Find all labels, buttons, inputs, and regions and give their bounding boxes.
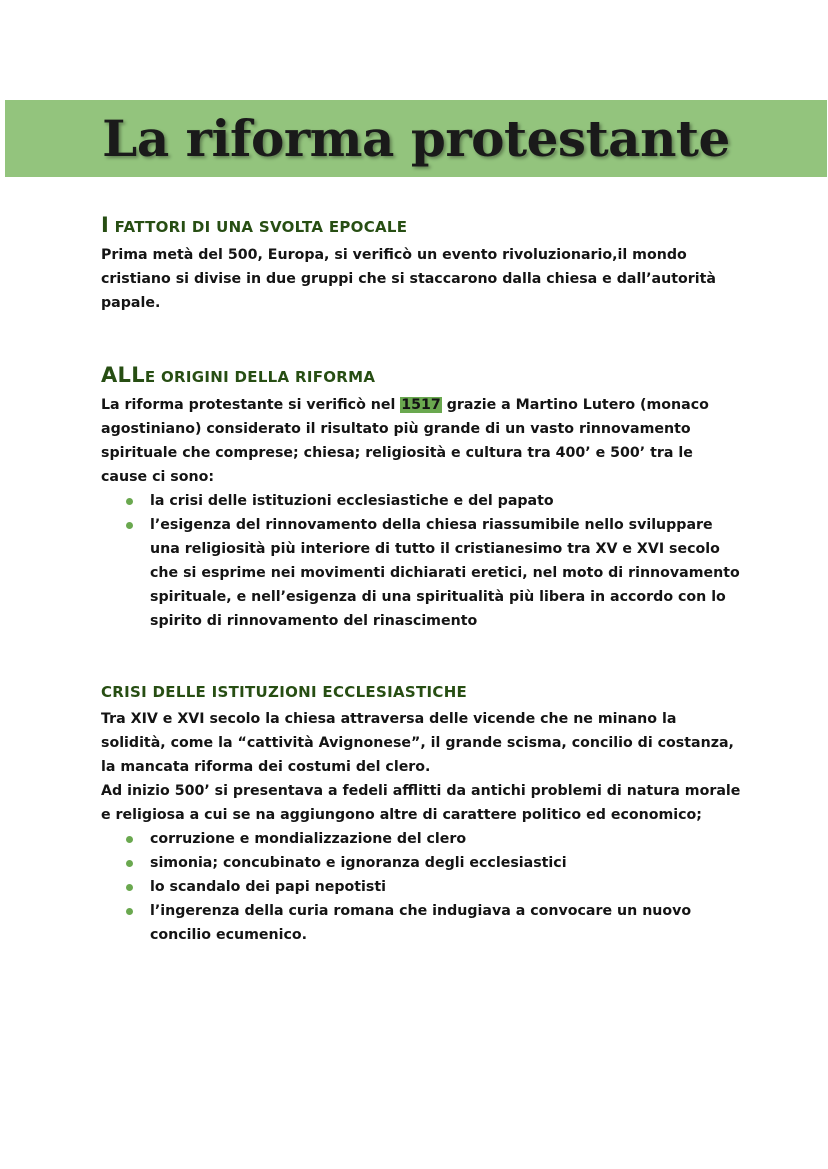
list-item: la crisi delle istituzioni ecclesiastiche e del papato xyxy=(150,489,741,513)
section-body: Ad inizio 500’ si presentava a fedeli afflitti da antichi problemi di natura morale e religiosa a cui se na aggiungono altre di carattere politico ed economico; xyxy=(101,783,741,823)
section-body: Tra XIV e XVI secolo la chiesa attraversa delle vicende che ne minano la solidità, come la “cattività Avignonese”, il grande scisma, concilio di costanza, la mancata riforma dei costumi del clero. xyxy=(101,711,734,775)
list-item: lo scandalo dei papi nepotisti xyxy=(150,875,741,899)
bullet-list xyxy=(101,489,741,633)
highlighted-year: 1517 xyxy=(401,397,441,413)
section-crisi xyxy=(101,683,741,947)
section-origini xyxy=(101,363,741,633)
section-body: Prima metà del 500, Europa, si verificò un evento rivoluzionario,il mondo cristiano si divise in due gruppi che si staccarono dalla chiesa e dall’autorità papale. xyxy=(101,247,716,311)
title-banner xyxy=(5,100,827,177)
list-item: corruzione e mondializzazione del clero xyxy=(150,827,741,851)
bullet-list xyxy=(101,827,741,947)
section-fattori xyxy=(101,213,741,315)
section-body: La riforma protestante si verificò nel 1517 grazie a Martino Lutero (monaco agostiniano) considerato il risultato più grande di un vasto rinnovamento spirituale che comprese; chiesa; religiosità e cultura tra 400’ e 500’ tra le cause ci sono: xyxy=(101,397,709,485)
section-heading: I FATTORI DI UNA SVOLTA EPOCALE xyxy=(101,213,408,237)
section-heading: CRISI DELLE ISTITUZIONI ECCLESIASTICHE xyxy=(101,683,468,701)
list-item: l’esigenza del rinnovamento della chiesa riassumibile nello sviluppare una religiosità più interiore di tutto il cristianesimo tra XV e XVI secolo che si esprime nei movimenti dichiarati eretici, nel moto di rinnovamento spirituale, e nell’esigenza di una spiritualità più libera in accordo con lo spirito di rinnovamento del rinascimento xyxy=(150,513,741,633)
list-item: l’ingerenza della curia romana che indugiava a convocare un nuovo concilio ecumenico. xyxy=(150,899,741,947)
list-item: simonia; concubinato e ignoranza degli ecclesiastici xyxy=(150,851,741,875)
section-heading: ALLE ORIGINI DELLA RIFORMA xyxy=(101,363,376,387)
page-title: La riforma protestante xyxy=(102,109,730,168)
